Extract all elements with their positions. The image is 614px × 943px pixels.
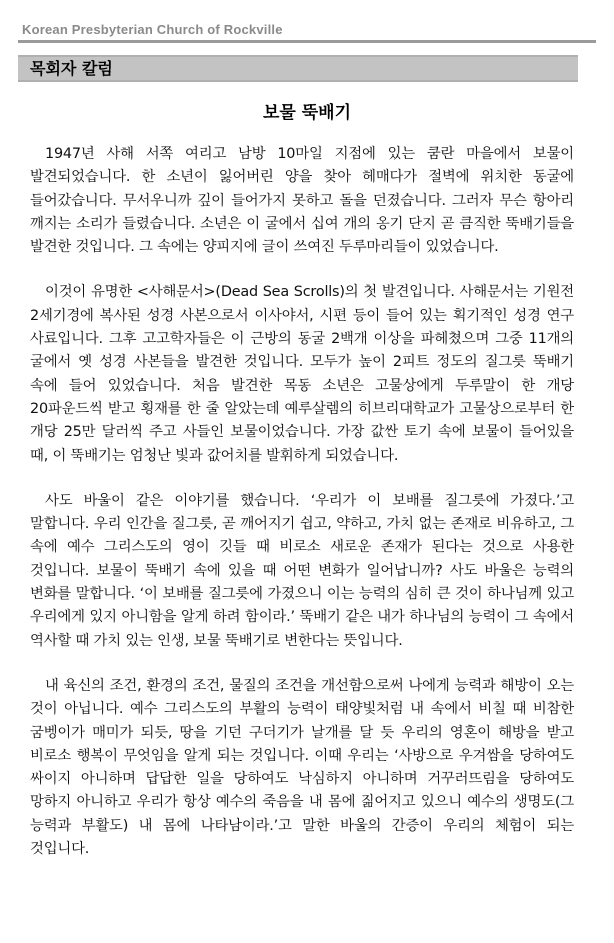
- column-label: 목회자 칼럼: [30, 59, 113, 78]
- article-paragraph: 내 육신의 조건, 환경의 조건, 물질의 조건을 개선함으로써 나에게 능력과 해방이 오는 것이 아닙니다. 예수 그리스도의 부활의 능력이 태양빛처럼 내 속에서 비칠 때 비참한 굼벵이가 매미가 되듯, 땅을 기던 구더기가 날개를 달 듯 우리의 영혼이 해방을 받고 비로소 행복이 무엇임을 알게 되는 것입니다. 이때 우리는 ‘사방으로 우겨쌈을 당하여도 싸이지 아니하며 답답한 일을 당하여도 낙심하지 아니하며 거꾸러뜨림을 당하여도 망하지 아니하고 우리가 항상 예수의 죽음을 내 몸에 짊어지고 있으니 예수의 생명도(그 능력과 부활도) 내 몸에 나타남이라.’고 말한 바울의 간증이 우리의 체험이 되는 것입니다.: [30, 677, 574, 858]
- masthead-divider: [18, 40, 596, 43]
- article-body: [30, 143, 574, 883]
- article-paragraph: 사도 바울이 같은 이야기를 했습니다. ‘우리가 이 보배를 질그릇에 가졌다.’고 말합니다. 우리 인간을 질그릇, 곧 깨어지기 쉽고, 약하고, 가치 없는 존재로 비유하고, 그 속에 예수 그리스도의 영이 깃들 때 비로소 새로운 존재가 된다는 것으로 사용한 것입니다. 보물이 뚝배기 속에 있을 때 어떤 변화가 일어납니까? 사도 바울은 능력의 변화를 말합니다. ‘이 보배를 질그릇에 가졌으니 이는 능력의 심히 큰 것이 하나님께 있고 우리에게 있지 아니함을 알게 하려 함이라.’ 뚝배기 같은 내가 하나님의 능력이 그 속에서 역사할 때 가치 있는 인생, 보물 뚝배기로 변한다는 뜻입니다.: [30, 492, 574, 649]
- masthead-title: Korean Presbyterian Church of Rockville: [22, 22, 283, 37]
- article-paragraph: 1947년 사해 서쪽 여리고 남방 10마일 지점에 있는 쿰란 마을에서 보물이 발견되었습니다. 한 소년이 잃어버린 양을 찾아 헤매다가 절벽에 위치한 동굴에 들어갔습니다. 무서우니까 깊이 들어가지 못하고 돌을 던졌습니다. 그러자 무슨 항아리 깨지는 소리가 들렸습니다. 소년은 이 굴에서 십여 개의 옹기 단지 곧 큼직한 뚝배기들을 발견한 것입니다. 그 속에는 양피지에 글이 쓰여진 두루마리들이 있었습니다.: [30, 146, 574, 256]
- column-header-bar: [18, 55, 578, 82]
- article-paragraph: 이것이 유명한 <사해문서>(Dead Sea Scrolls)의 첫 발견입니다. 사해문서는 기원전 2세기경에 복사된 성경 사본으로서 이사야서, 시편 등이 들어 있는 획기적인 성경 연구 사료입니다. 그후 고고학자들은 이 근방의 동굴 2백개 이상을 파헤쳤으며 그중 11개의 굴에서 옛 성경 사본들을 발견한 것입니다. 모두가 높이 2피트 정도의 질그릇 뚝배기 속에 들어 있었습니다. 처음 발견한 목동 소년은 고물상에게 두루말이 한 개당 20파운드씩 받고 횡재를 한 줄 알았는데 예루살렘의 히브리대학교가 고물상으로부터 한 개당 25만 달러씩 주고 사들인 보물이었습니다. 가장 값싼 토기 속에 보물이 들어있을 때, 이 뚝배기는 엄청난 빛과 값어치를 발휘하게 되었습니다.: [30, 284, 575, 464]
- article-title: 보물 뚝배기: [262, 103, 352, 123]
